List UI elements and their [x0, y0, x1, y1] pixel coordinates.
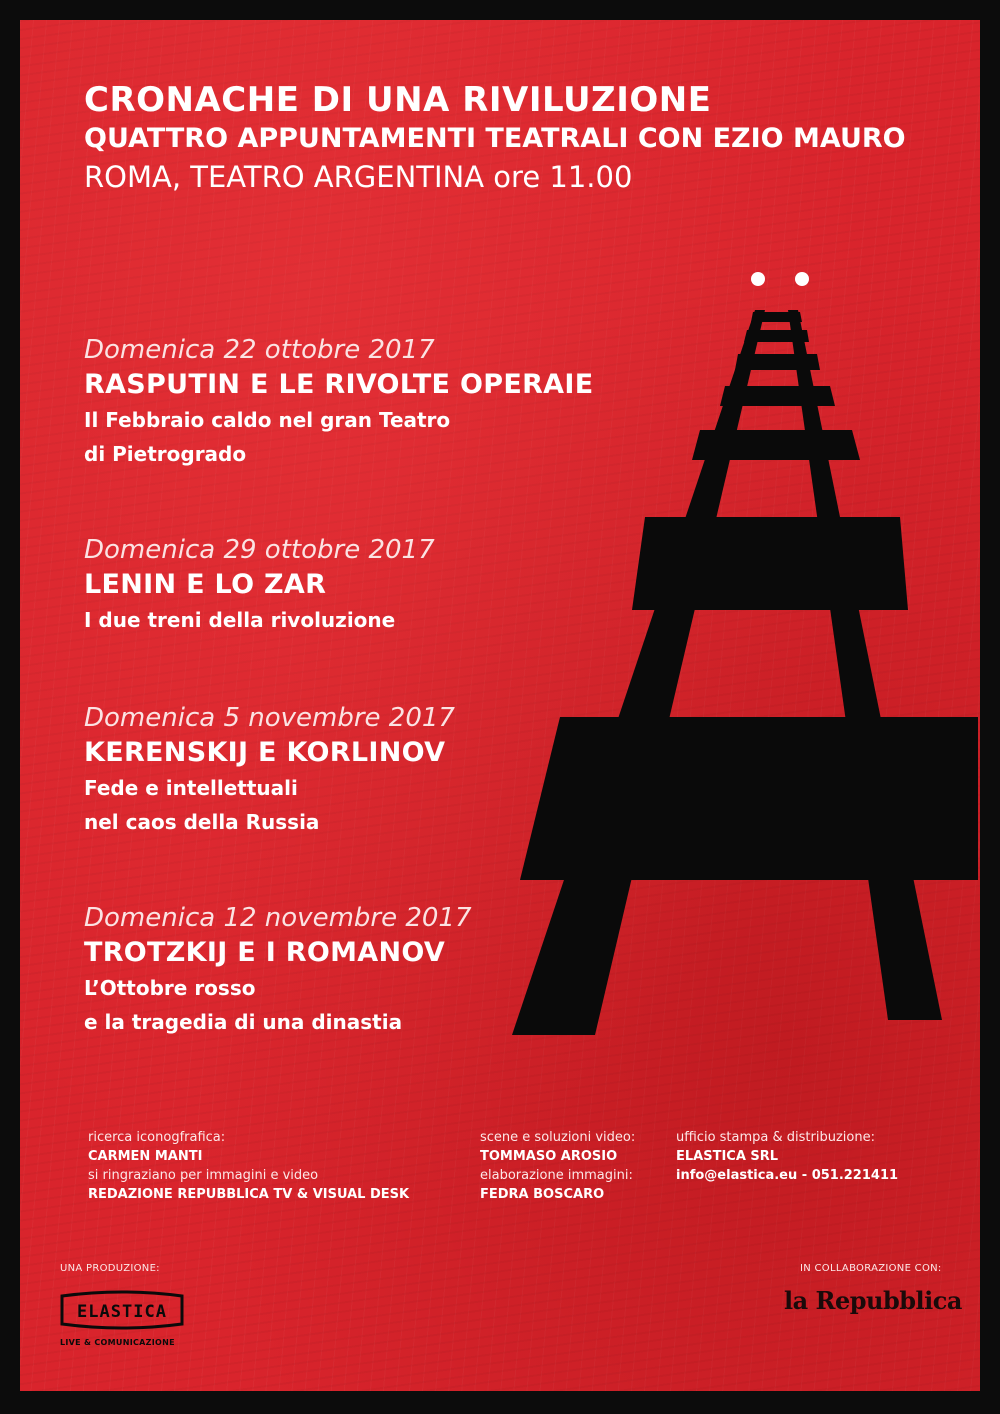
tie	[520, 717, 978, 880]
elastica-logo	[60, 1290, 184, 1346]
credits-video	[480, 1128, 635, 1204]
ev-date: Domenica 22 ottobre 2017	[84, 335, 435, 365]
credits-press	[676, 1128, 898, 1185]
ev-subtitle: nel caos della Russia	[84, 810, 320, 834]
ev-title: TROTZKIJ E I ROMANOV	[84, 937, 446, 968]
poster-subtitle: QUATTRO APPUNTAMENTI TEATRALI CON EZIO MAURO	[84, 123, 906, 154]
event-3	[84, 701, 455, 839]
credits-research	[88, 1128, 409, 1204]
ev-title: LENIN E LO ZAR	[84, 569, 327, 600]
event-4	[84, 901, 472, 1039]
signal-light	[751, 272, 765, 286]
ev-subtitle: Il Febbraio caldo nel gran Teatro	[84, 408, 451, 432]
signal-light	[795, 272, 809, 286]
credit-value: FEDRA BOSCARO	[480, 1187, 605, 1202]
ev-title: KERENSKIJ E KORLINOV	[84, 737, 446, 768]
event-1	[84, 333, 593, 471]
ev-subtitle: e la tragedia di una dinastia	[84, 1010, 403, 1034]
tie	[744, 330, 809, 342]
elastica-logo-name: ELASTICA	[77, 1302, 167, 1322]
credit-value: ELASTICA SRL	[676, 1149, 779, 1164]
ev-subtitle: I due treni della rivoluzione	[84, 608, 396, 632]
right-rail	[788, 310, 942, 1020]
credit-label: si ringraziano per immagini e video	[88, 1168, 319, 1183]
credit-value: CARMEN MANTI	[88, 1149, 203, 1164]
la-repubblica-logo: la Repubblica	[784, 1286, 962, 1315]
ev-subtitle: Fede e intellettuali	[84, 776, 298, 800]
credit-value: REDAZIONE REPUBBLICA TV & VISUAL DESK	[88, 1187, 410, 1202]
credit-label: scene e soluzioni video:	[480, 1130, 636, 1145]
ev-date: Domenica 29 ottobre 2017	[84, 535, 435, 565]
credit-label: elaborazione immagini:	[480, 1168, 633, 1183]
credit-contact: info@elastica.eu - 051.221411	[676, 1168, 899, 1183]
production-label: UNA PRODUZIONE:	[60, 1263, 160, 1274]
tie	[735, 354, 820, 370]
tie	[720, 386, 835, 406]
event-2	[84, 533, 435, 637]
poster-title: CRONACHE DI UNA RIVILUZIONE	[84, 80, 712, 120]
elastica-tagline: LIVE & COMUNICAZIONE	[60, 1338, 175, 1347]
poster	[20, 20, 980, 1391]
ev-subtitle: di Pietrogrado	[84, 442, 247, 466]
ev-subtitle: L’Ottobre rosso	[84, 976, 256, 1000]
ev-date: Domenica 12 novembre 2017	[84, 903, 472, 933]
elastica-logo-frame	[60, 1290, 184, 1330]
poster-venue: ROMA, TEATRO ARGENTINA ore 11.00	[84, 160, 633, 194]
credit-label: ricerca iconogfrafica:	[88, 1130, 226, 1145]
ev-date: Domenica 5 novembre 2017	[84, 703, 455, 733]
tie	[632, 517, 908, 610]
collaboration-label: IN COLLABORAZIONE CON:	[800, 1263, 942, 1274]
ev-title: RASPUTIN E LE RIVOLTE OPERAIE	[84, 369, 594, 400]
credit-label: ufficio stampa & distribuzione:	[676, 1130, 875, 1145]
credit-value: TOMMASO AROSIO	[480, 1149, 618, 1164]
tie	[751, 312, 802, 322]
tie	[692, 430, 860, 460]
header	[84, 80, 906, 196]
